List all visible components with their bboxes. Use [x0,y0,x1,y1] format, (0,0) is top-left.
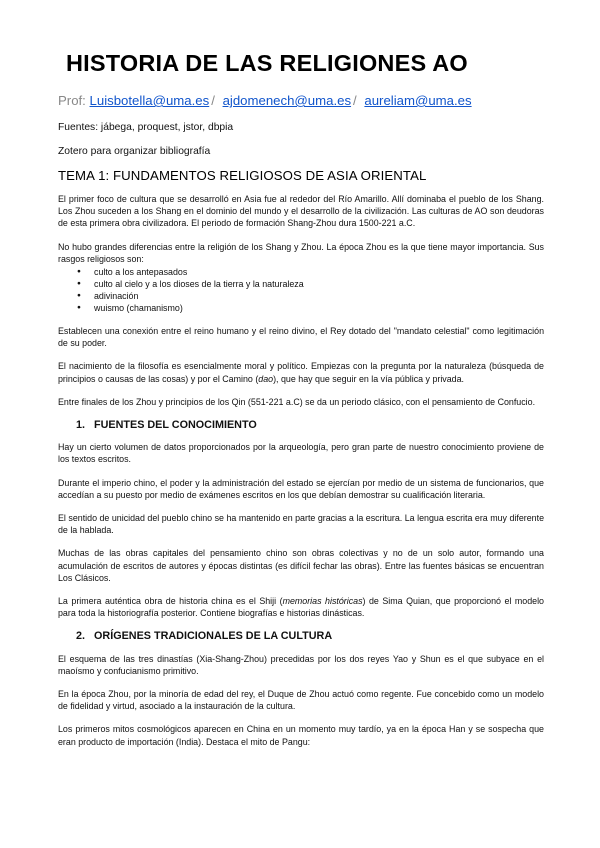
paragraph: El primer foco de cultura que se desarrolló en Asia fue al rededor del Río Amarillo. Allí dominaba el pueblo de los Shang. Los Zhou suceden a los Shang en el dominio del mundo y el desarrollo de la civilización. Las culturas de AO son deudoras de esta primera obra civilizadora. El periodo de formación Shang-Zhou dura 1500-221 a.C. [58,194,544,229]
emphasis: dao [258,373,274,384]
list-item: ● culto a los antepasados [94,266,544,278]
paragraph: Hay un cierto volumen de datos proporcionados por la arqueología, pero gran parte de nuestro conocimiento proviene de los textos escritos. [58,442,544,465]
list-item: ● adivinación [94,290,544,302]
fuentes-line: Fuentes: jábega, proquest, jstor, dbpia [58,122,234,133]
prof-label: Prof: [58,93,86,108]
paragraph: Durante el imperio chino, el poder y la administración del estado se ejercían por medio de un sistema de funcionarios, que accedían a su puesto por medio de exámenes escritos en los que debían demostrar su cualificación literaria. [58,477,544,500]
paragraph: El esquema de las tres dinastías (Xia-Shang-Zhou) precedidas por los dos reyes Yao y Shun es el que subyace en el maoísmo y confucianismo primitivo. [58,653,544,676]
text-run: ) de Sima Quian, que proporcionó el modelo para toda la historiografía posterior. Contiene biografías e historias dinásticas. [58,596,544,619]
paragraph: Muchas de las obras capitales del pensamiento chino son obras colectivas y no de un solo autor, formando una acumulación de escritos de autores y épocas distintas (es difícil fechar las obras). Entre las fuentes básicas se encuentran Los Clásicos. [58,548,544,583]
document-title: HISTORIA DE LAS RELIGIONES AO [66,50,468,76]
email-link-botella[interactable]: Luisbotella@uma.es [89,93,210,108]
section-number: 1. [76,419,86,432]
section-heading-2 [58,630,544,642]
paragraph: Establecen una conexión entre el reino humano y el reino divino, el Rey dotado del "mandato celestial" como legitimación de su poder. [58,326,544,349]
document-body [58,193,544,759]
text-run: El nacimiento de la filosofía es esencialmente moral y político. Empiezas con la pregunta por la naturaleza (búsqueda de principios o causas de las cosas) y por el Camino ( [58,361,544,384]
bullet-list [58,266,544,314]
paragraph: No hubo grandes diferencias entre la religión de los Shang y Zhou. La época Zhou es la que tiene mayor importancia. Sus rasgos religiosos son: [58,241,544,264]
zotero-line: Zotero para organizar bibliografía [58,146,211,157]
section-title: ORÍGENES TRADICIONALES DE LA CULTURA [94,630,333,643]
paragraph [58,360,544,384]
paragraph: El sentido de unicidad del pueblo chino se ha mantenido en parte gracias a la escritura. La lengua escrita era muy diferente de la hablada. [58,513,544,536]
email-separator: / [211,93,215,108]
section-heading-1 [58,419,544,431]
text-run: La primera auténtica obra de historia china es el Shiji ( [58,596,283,607]
paragraph: Entre finales de los Zhou y principios de los Qin (551-221 a.C) se da un periodo clásico, con el pensamiento de Confucio. [58,396,536,407]
paragraph: Los primeros mitos cosmológicos aparecen en China en un momento muy tardío, ya en la época Han y se sospecha que eran producto de importación (India). Destaca el mito de Pangu: [58,724,544,747]
email-link-aurelia[interactable]: aureliam@uma.es [364,93,472,108]
list-item: ● wuismo (chamanismo) [94,302,544,314]
email-link-domenech[interactable]: ajdomenech@uma.es [222,93,352,108]
tema-heading: TEMA 1: FUNDAMENTOS RELIGIOSOS DE ASIA ORIENTAL [58,168,427,183]
paragraph: En la época Zhou, por la minoría de edad del rey, el Duque de Zhou actuó como regente. Fue concebido como un modelo de fidelidad y virtud, asociado a la instauración de la cultura. [58,689,544,712]
professor-line [58,93,472,108]
paragraph [58,595,544,619]
section-title: FUENTES DEL CONOCIMIENTO [94,419,257,432]
section-number: 2. [76,630,86,643]
list-item: ● culto al cielo y a los dioses de la tierra y la naturaleza [94,278,544,290]
email-separator: / [353,93,357,108]
text-run: ), que hay que seguir en la vía pública y privada. [273,373,465,384]
emphasis: memorias históricas [282,596,363,607]
